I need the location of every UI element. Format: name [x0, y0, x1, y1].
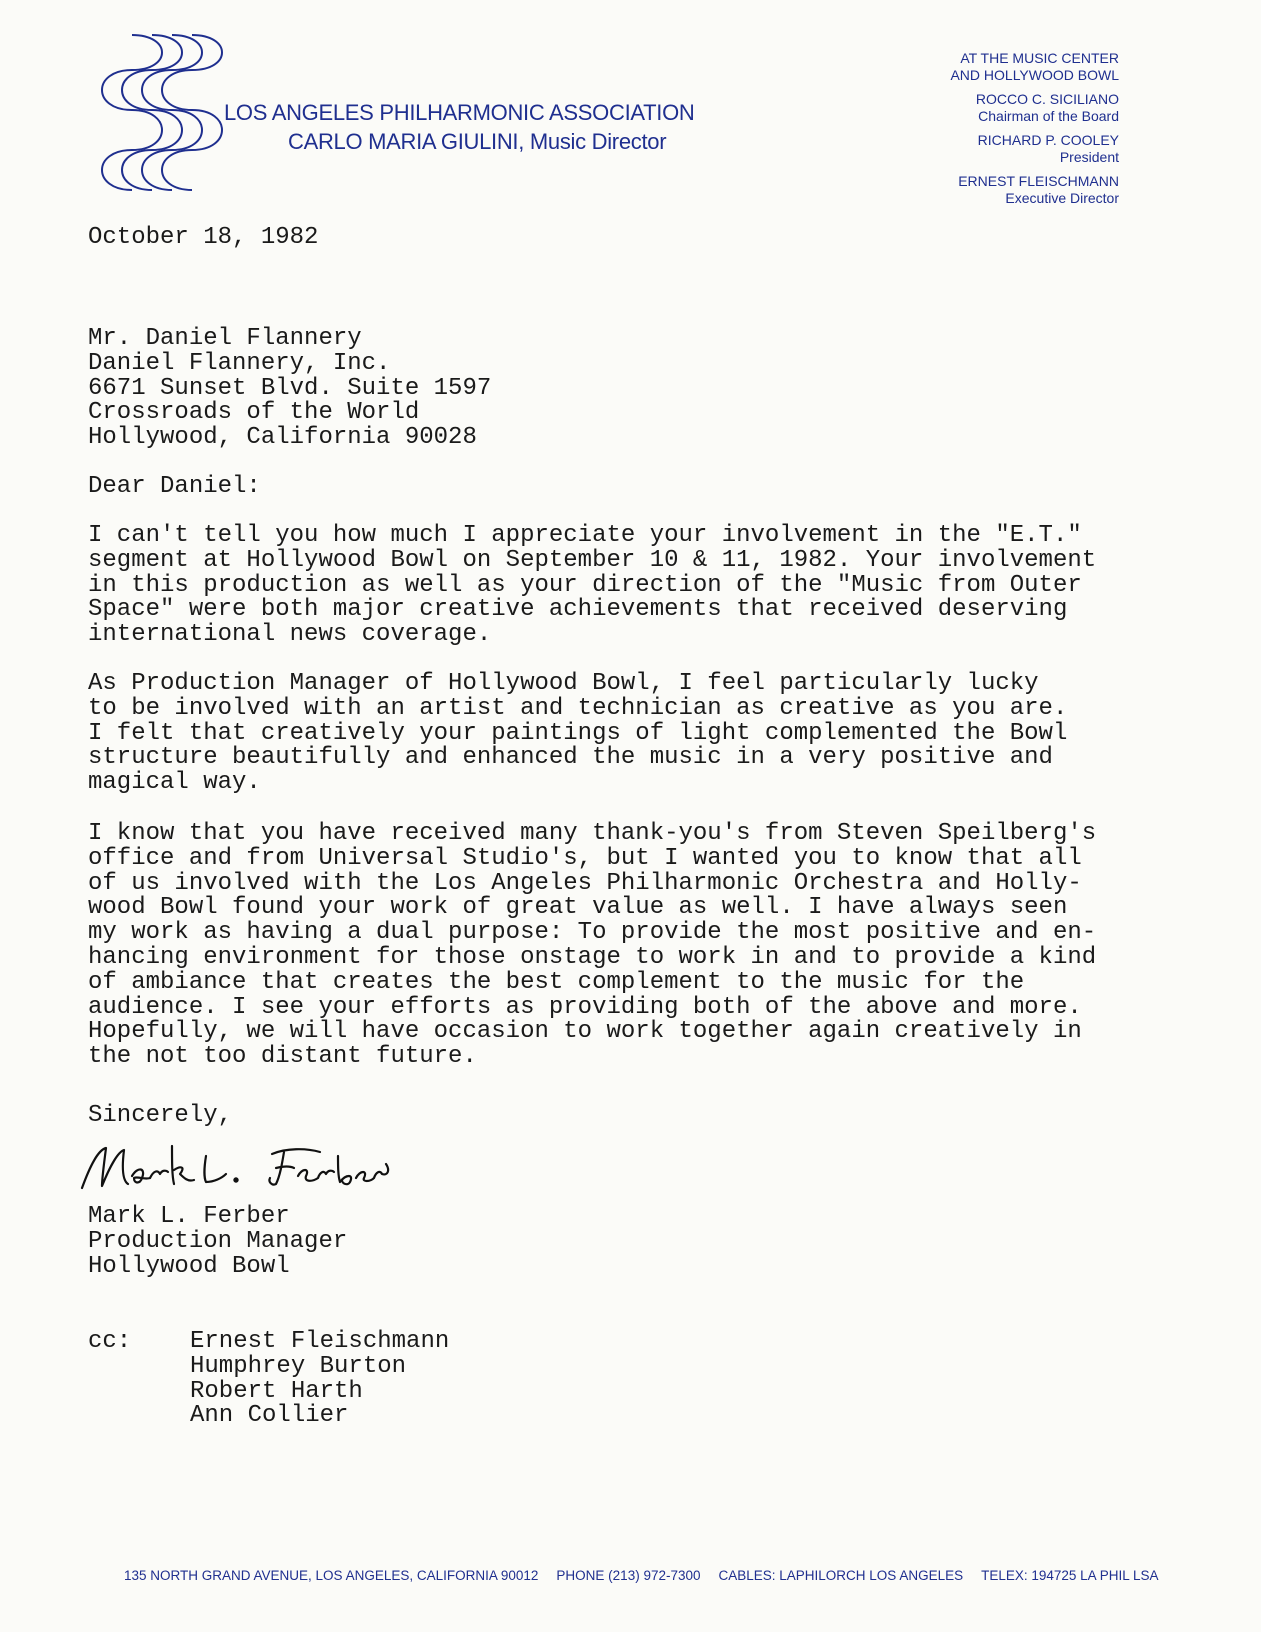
text-line: Space" were both major creative achievements that received deserving — [88, 596, 1068, 624]
officer-name: ERNEST FLEISCHMANN — [958, 173, 1119, 189]
venue-line-2: AND HOLLYWOOD BOWL — [950, 67, 1119, 83]
org-name: LOS ANGELES PHILHARMONIC ASSOCIATION — [224, 100, 695, 125]
officer-title: President — [1059, 149, 1119, 165]
text-line: to be involved with an artist and technician as creative as you are. — [88, 694, 1068, 722]
recipient-address — [88, 327, 491, 451]
text-line: segment at Hollywood Bowl on September 10 & 11, 1982. Your involvement — [88, 546, 1097, 574]
officer-title: Chairman of the Board — [978, 108, 1119, 124]
text-line: wood Bowl found your work of great value as well. I have always seen — [88, 894, 1068, 922]
text-line: I can't tell you how much I appreciate your involvement in the "E.T." — [88, 522, 1082, 549]
officer-title: Executive Director — [1005, 190, 1119, 206]
letter-date: October 18, 1982 — [88, 224, 319, 251]
footer-address: 135 NORTH GRAND AVENUE, LOS ANGELES, CALIFORNIA 90012 — [124, 1568, 539, 1583]
closing: Sincerely, — [88, 1102, 233, 1129]
signer-org: Hollywood Bowl — [88, 1252, 290, 1280]
officer-name: ROCCO C. SICILIANO — [975, 91, 1119, 107]
footer-telex: TELEX: 194725 LA PHIL LSA — [981, 1568, 1159, 1583]
text-line: magical way. — [88, 769, 261, 797]
address-line: 6671 Sunset Blvd. Suite 1597 — [88, 374, 492, 402]
paragraph-3 — [88, 822, 1096, 1070]
text-line: my work as having a dual purpose: To provide the most positive and en- — [88, 919, 1097, 947]
footer-cables: CABLES: LAPHILORCH LOS ANGELES — [718, 1568, 964, 1583]
text-line: the not too distant future. — [88, 1043, 477, 1071]
text-line: of us involved with the Los Angeles Philharmonic Orchestra and Holly- — [88, 869, 1082, 897]
signer-name: Mark L. Ferber — [88, 1203, 290, 1230]
signer-title: Production Manager — [88, 1227, 348, 1255]
text-line: of ambiance that creates the best complement to the music for the — [88, 968, 1025, 996]
handwritten-signature — [76, 1136, 396, 1202]
text-line: I know that you have received many thank-you's from Steven Speilberg's — [88, 820, 1097, 847]
text-line: Hopefully, we will have occasion to work together again creatively in — [88, 1018, 1082, 1046]
paragraph-2 — [88, 672, 1067, 796]
cc-list — [190, 1330, 449, 1429]
cc-recipient: Ann Collier — [190, 1402, 349, 1430]
letterhead-officers — [819, 50, 1119, 214]
address-line: Crossroads of the World — [88, 399, 420, 427]
address-line: Mr. Daniel Flannery — [88, 325, 362, 352]
text-line: audience. I see your efforts as providing both of the above and more. — [88, 993, 1082, 1021]
letterhead-organization — [224, 98, 694, 156]
address-line: Daniel Flannery, Inc. — [88, 349, 391, 377]
text-line: in this production as well as your direction of the "Music from Outer — [88, 571, 1082, 599]
text-line: As Production Manager of Hollywood Bowl, I feel particularly lucky — [88, 670, 1039, 697]
music-director: CARLO MARIA GIULINI, Music Director — [288, 129, 667, 154]
letterhead-footer — [124, 1568, 1159, 1583]
address-line: Hollywood, California 90028 — [88, 424, 477, 452]
signer-block — [88, 1205, 347, 1279]
footer-phone: PHONE (213) 972-7300 — [556, 1568, 701, 1583]
text-line: international news coverage. — [88, 621, 492, 649]
cc-recipient: Ernest Fleischmann — [190, 1328, 450, 1355]
cc-label: cc: — [88, 1328, 132, 1355]
salutation: Dear Daniel: — [88, 473, 261, 500]
text-line: structure beautifully and enhanced the music in a very positive and — [88, 744, 1053, 772]
cc-recipient: Humphrey Burton — [190, 1352, 407, 1380]
text-line: hancing environment for those onstage to work in and to provide a kind — [88, 943, 1097, 971]
cc-recipient: Robert Harth — [190, 1377, 363, 1405]
text-line: office and from Universal Studio's, but I wanted you to know that all — [88, 844, 1082, 872]
paragraph-1 — [88, 524, 1096, 648]
venue-line-1: AT THE MUSIC CENTER — [960, 50, 1119, 66]
officer-name: RICHARD P. COOLEY — [977, 132, 1119, 148]
text-line: I felt that creatively your paintings of light complemented the Bowl — [88, 719, 1068, 747]
